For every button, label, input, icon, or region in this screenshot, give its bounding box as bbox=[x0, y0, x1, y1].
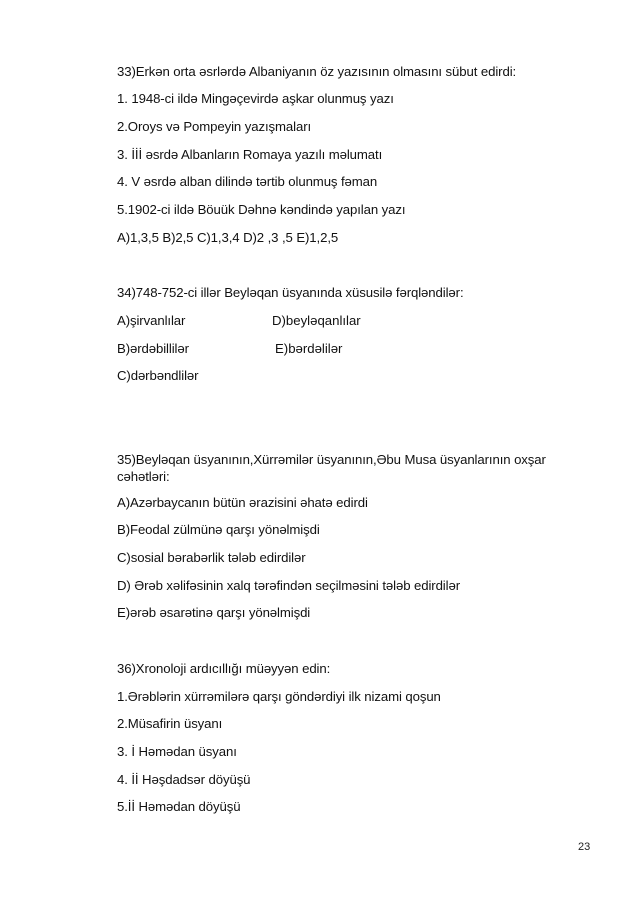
question-34-option-a: A)şirvanlılar bbox=[117, 313, 186, 328]
question-33-text: 33)Erkən orta əsrlərdə Albaniyanın öz yazısının olmasını sübut edirdi: bbox=[117, 64, 517, 79]
question-34-text: 34)748-752-ci illər Beyləqan üsyanında xüsusilə fərqləndilər: bbox=[117, 285, 464, 300]
question-36-item-2: 2.Müsafirin üsyanı bbox=[117, 716, 223, 731]
question-35-option-b: B)Feodal zülmünə qarşı yönəlmişdi bbox=[117, 522, 320, 537]
question-34-option-d: D)beyləqanlılar bbox=[272, 313, 361, 328]
question-35-option-d: D) Ərəb xəlifəsinin xalq tərəfindən seçilməsini tələb edirdilər bbox=[117, 578, 460, 593]
question-34-option-c: C)dərbəndlilər bbox=[117, 368, 199, 383]
question-35-text: 35)Beyləqan üsyanının,Xürrəmilər üsyanının,Əbu Musa üsyanlarının oxşar cəhətləri: bbox=[117, 452, 546, 484]
question-35-option-a: A)Azərbaycanın bütün ərazisini əhatə edirdi bbox=[117, 495, 368, 510]
question-33-item-4: 4. V əsrdə alban dilində tərtib olunmuş fəman bbox=[117, 174, 378, 189]
question-33-item-2: 2.Oroys və Pompeyin yazışmaları bbox=[117, 119, 312, 134]
question-35-option-e: E)ərəb əsarətinə qarşı yönəlmişdi bbox=[117, 605, 311, 620]
question-36-item-5: 5.İİ Həmədan döyüşü bbox=[117, 799, 241, 814]
page-number: 23 bbox=[578, 841, 591, 853]
question-34-option-e: E)bərdəlilər bbox=[275, 341, 343, 356]
question-36-text: 36)Xronoloji ardıcıllığı müəyyən edin: bbox=[117, 661, 331, 676]
question-34-option-b: B)ərdəbillilər bbox=[117, 341, 189, 356]
question-33-answers: A)1,3,5 B)2,5 C)1,3,4 D)2 ,3 ,5 E)1,2,5 bbox=[117, 230, 339, 245]
question-33-item-5: 5.1902-ci ildə Böuük Dəhnə kəndində yapılan yazı bbox=[117, 202, 406, 217]
question-33-item-3: 3. İİİ əsrdə Albanların Romaya yazılı məlumatı bbox=[117, 147, 383, 162]
question-35-option-c: C)sosial bərabərlik tələb edirdilər bbox=[117, 550, 306, 565]
question-36-item-4: 4. İİ Həşdadsər döyüşü bbox=[117, 772, 251, 787]
question-36-item-3: 3. İ Həmədan üsyanı bbox=[117, 744, 237, 759]
question-36-item-1: 1.Ərəblərin xürrəmilərə qarşı göndərdiyi ilk nizami qoşun bbox=[117, 689, 441, 704]
question-33-item-1: 1. 1948-ci ildə Mingəçevirdə aşkar olunmuş yazı bbox=[117, 91, 394, 106]
